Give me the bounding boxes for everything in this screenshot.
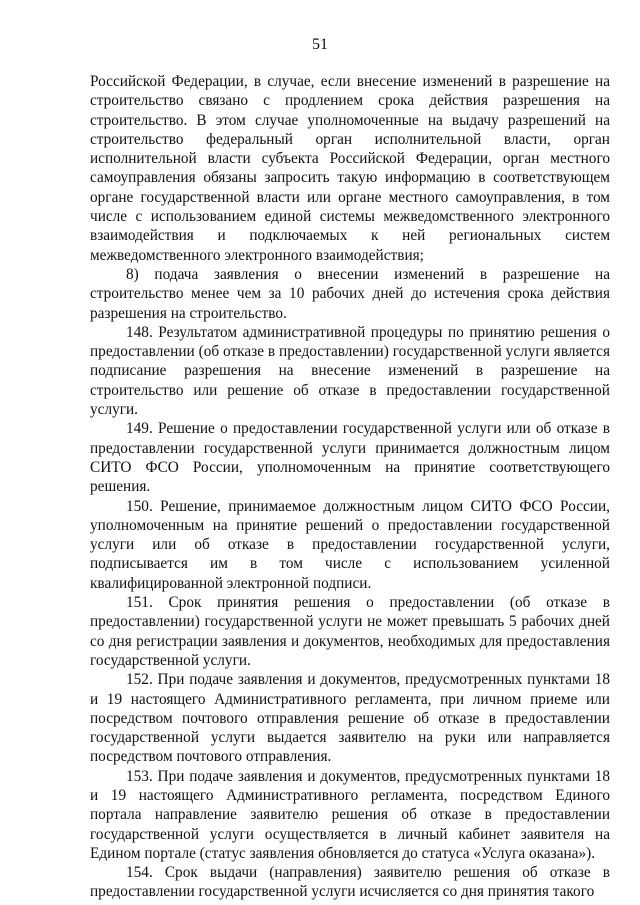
document-body [90,72,610,902]
paragraph-152: 152. При подаче заявления и документов, предусмотренных пунктами 18 и 19 настоящего Административного регламента, при личном приеме или посредством почтового отправления решение об отказе в предоставлении государственной услуги выдается заявителю на руки или направляется посредством почтового отправления. [90,671,610,766]
paragraph-item-8: 8) подача заявления о внесении изменений в разрешение на строительство менее чем за 10 рабочих дней до истечения срока действия разрешения на строительство. [90,265,610,322]
paragraph-153: 153. При подаче заявления и документов, предусмотренных пунктами 18 и 19 настоящего Административного регламента, посредством Единого портала направление заявителю решения об отказе в предоставлении государственной услуги осуществляется в личный кабинет заявителя на Едином портале (статус заявления обновляется до статуса «Услуга оказана»). [90,767,610,862]
paragraph-150: 150. Решение, принимаемое должностным лицом СИТО ФСО России, уполномоченным на принятие решений о предоставлении государственной услуги или об отказе в предоставлении государственной услуги, подписывается им в том числе с использованием усиленной квалифицированной электронной подписи. [90,497,610,592]
paragraph-149: 149. Решение о предоставлении государственной услуги или об отказе в предоставлении государственной услуги принимается должностным лицом СИТО ФСО России, уполномоченным на принятие соответствующего решения. [90,420,610,496]
paragraph-continuation: Российской Федерации, в случае, если внесение изменений в разрешение на строительство связано с продлением срока действия разрешения на строительство. В этом случае уполномоченные на выдачу разрешений на строительство федеральный орган исполнительной власти, орган исполнительной власти субъекта Российской Федерации, орган местного самоуправления обязаны запросить такую информацию в соответствующем органе государственной власти или органе местного самоуправления, в том числе с использованием единой системы межведомственного электронного взаимодействия и подключаемых к ней региональных систем межведомственного электронного взаимодействия; [90,73,610,264]
paragraph-154: 154. Срок выдачи (направления) заявителю решения об отказе в предоставлении государственной услуги исчисляется со дня принятия такого [90,864,610,901]
paragraph-148: 148. Результатом административной процедуры по принятию решения о предоставлении (об отказе в предоставлении) государственной услуги является подписание разрешения на внесение изменений в разрешение на строительство или решение об отказе в предоставлении государственной услуги. [90,323,610,419]
page-number: 51 [312,36,328,53]
paragraph-151: 151. Срок принятия решения о предоставлении (об отказе в предоставлении) государственной услуги не может превышать 5 рабочих дней со дня регистрации заявления и документов, необходимых для предоставления государственной услуги. [90,594,610,669]
